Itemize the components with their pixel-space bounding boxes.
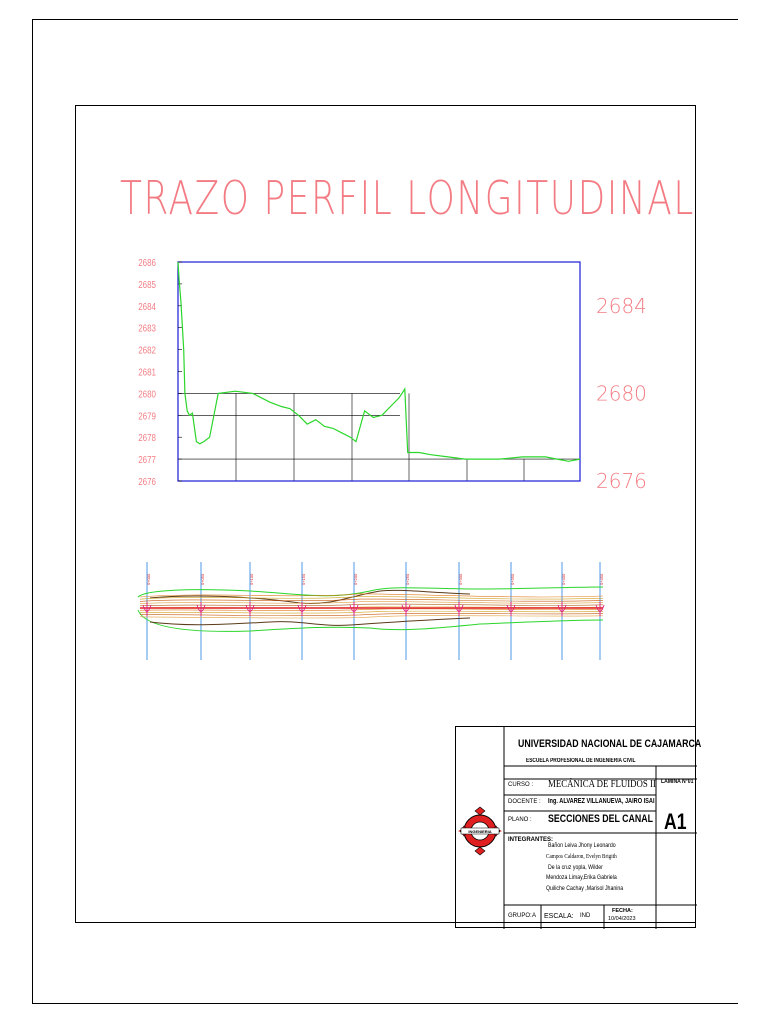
y-tick-label: 2677 (138, 454, 156, 466)
docente-value: Ing. ALVAREZ VILLANUEVA, JAIRO ISAI (548, 798, 655, 805)
university-logo (458, 793, 502, 869)
station-label: 0+300 (458, 573, 463, 585)
canal-edge-dark-bottom (150, 618, 470, 625)
section-marker-icon (246, 602, 254, 616)
station-labels (146, 573, 604, 585)
y-tick-label: 2676 (138, 476, 156, 488)
integrantes-label: INTEGRANTES: (508, 837, 553, 843)
fecha-label: FECHA: (612, 908, 633, 914)
page-title: TRAZO PERFIL LONGITUDINAL (120, 171, 695, 225)
y-tick-label: 2681 (138, 366, 156, 378)
grupo-value: A (532, 913, 537, 919)
section-marker-icon (197, 602, 205, 616)
contour-line (140, 609, 603, 611)
contour-line (140, 616, 603, 618)
y-tick-label: 2680 (138, 388, 156, 400)
plano-value: SECCIONES DEL CANAL (548, 813, 653, 825)
integrante-5: Quiliche Cachay ,Marisol Jhanina (546, 885, 624, 892)
y-tick-label-right: 2680 (596, 381, 647, 406)
contour-line (140, 599, 603, 601)
canal-border-bottom (138, 610, 603, 631)
docente-label: DOCENTE : (508, 799, 541, 805)
y-tick-label: 2686 (138, 257, 156, 269)
section-marker-icon (298, 602, 306, 616)
station-label: 0+100 (249, 573, 254, 585)
integrante-4: Mendoza Limay,Erika Gabriela (546, 874, 617, 881)
contour-line (140, 602, 603, 604)
lamina-value: A1 (664, 809, 687, 834)
y-tick-label: 2685 (138, 279, 156, 291)
station-label: 0+250 (405, 573, 410, 585)
title-block (455, 726, 702, 928)
grupo-label: GRUPO: (508, 913, 532, 919)
contour-line (140, 604, 603, 606)
curso-label: CURSO : (508, 782, 534, 788)
logo-text: INGENIERIA (468, 829, 492, 834)
school-name: ESCUELA PROFESIONAL DE INGENIERIA CIVIL (526, 758, 636, 764)
lamina-label: LAMINA N°01 (661, 779, 694, 785)
station-label: 0+200 (353, 573, 358, 585)
section-marker-icon (455, 602, 463, 616)
y-tick-label-right: 2684 (596, 293, 647, 318)
station-label: 0+000 (146, 573, 151, 585)
contour-line (140, 611, 603, 613)
station-label: 0+050 (200, 573, 205, 585)
section-marker-icon (143, 602, 151, 616)
y-tick-label: 2682 (138, 344, 156, 356)
y-tick-label-right: 2676 (596, 469, 647, 493)
integrante-3: De la cruz yopla, Wilder (548, 864, 603, 871)
integrante-2: Campos Caldaron, Evelyn Brigith (546, 853, 617, 860)
contour-lines (140, 594, 603, 618)
station-label: 0+350 (510, 573, 515, 585)
station-label: 0+150 (301, 573, 306, 585)
section-marker-icon (350, 602, 358, 616)
y-tick-label: 2684 (138, 300, 156, 313)
plano-label: PLANO : (508, 817, 532, 823)
escala-label: ESCALA: (544, 913, 574, 920)
contour-line (140, 613, 603, 615)
y-tick-label: 2683 (138, 322, 156, 334)
fecha-value: 10/04/2023 (608, 916, 636, 922)
station-label: 0+400 (561, 573, 566, 585)
canal-border-top (138, 587, 603, 597)
y-tick-label: 2679 (138, 410, 156, 422)
station-label: 0+450 (599, 573, 604, 585)
escala-value: IND (580, 913, 591, 919)
station-lines (147, 562, 600, 660)
y-tick-label: 2678 (138, 432, 156, 444)
university-name: UNIVERSIDAD NACIONAL DE CAJAMARCA (518, 738, 702, 750)
curso-value: MECÁNICA DE FLUIDOS II (548, 778, 656, 790)
integrante-1: Bañon Leiva Jhony Leonardo (548, 842, 616, 849)
